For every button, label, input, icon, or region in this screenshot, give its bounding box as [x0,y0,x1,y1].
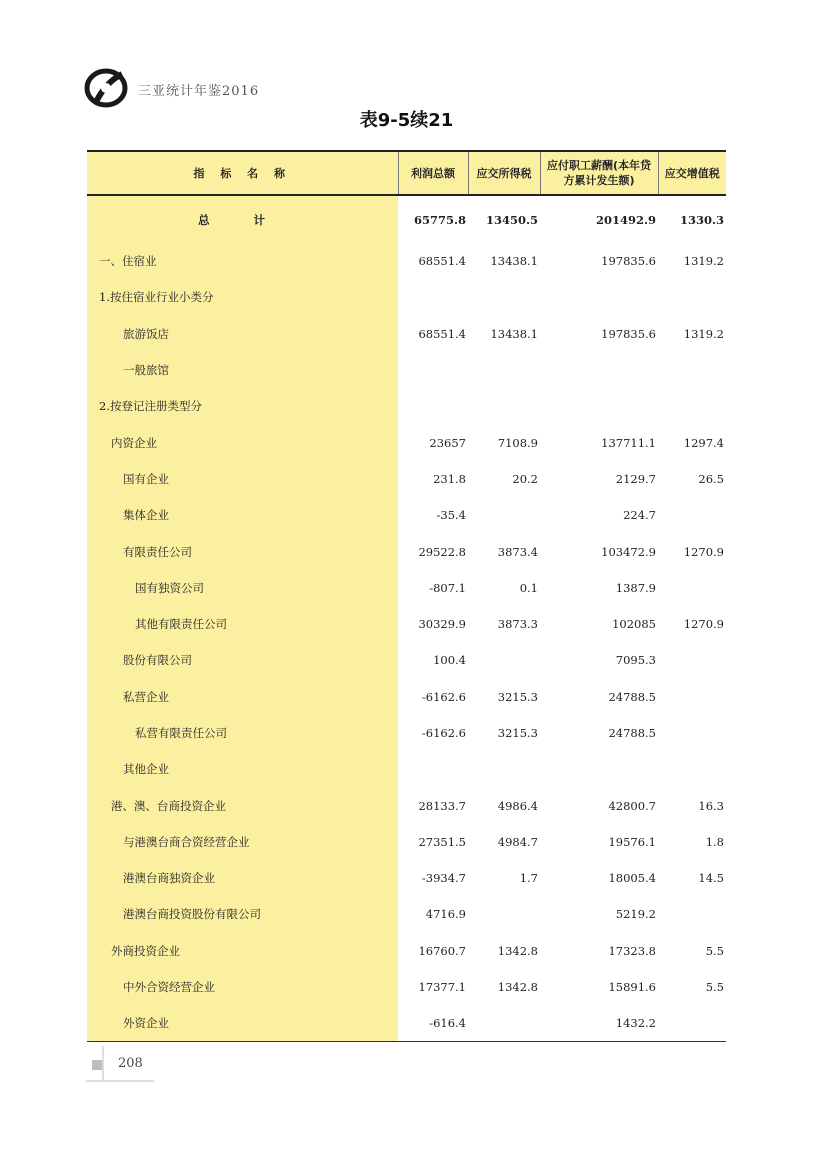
profit-cell: -807.1 [429,580,466,595]
payroll-cell: 17323.8 [608,943,656,958]
income-tax-cell [468,896,540,932]
income-tax-cell: 3215.3 [497,689,538,704]
statistics-table [87,150,726,1042]
profit-cell: 231.8 [433,471,466,486]
table-row [87,860,726,896]
vat-cell [658,570,726,606]
income-tax-cell: 1342.8 [497,943,538,958]
vat-cell: 26.5 [698,471,724,486]
payroll-cell: 15891.6 [608,980,656,995]
table-row [87,896,726,932]
profit-cell: 17377.1 [418,980,466,995]
table-row [87,642,726,678]
table-row [87,824,726,860]
income-tax-cell [468,497,540,533]
indicator-name-cell: 一、住宿业 [87,243,398,279]
profit-cell: 27351.5 [418,834,466,849]
column-header-payroll: 应付职工薪酬(本年贷方累计发生额) [540,151,658,195]
vat-cell: 1270.9 [683,617,724,632]
indicator-name-cell: 港澳台商投资股份有限公司 [87,896,398,932]
column-header-profit: 利润总额 [398,151,468,195]
payroll-cell: 102085 [612,617,656,632]
profit-cell [398,279,468,315]
indicator-name-cell: 其他企业 [87,751,398,787]
vat-cell: 1330.3 [679,212,724,227]
vat-cell: 5.5 [705,980,724,995]
table-row [87,424,726,460]
vat-cell [658,352,726,388]
vat-cell [658,642,726,678]
indicator-name-cell: 旅游饭店 [87,316,398,352]
indicator-name-cell: 2.按登记注册类型分 [87,388,398,424]
income-tax-cell: 1.7 [519,871,538,886]
vat-cell [658,896,726,932]
payroll-cell: 137711.1 [601,435,656,450]
payroll-cell: 224.7 [623,508,656,523]
vat-cell: 1297.4 [683,435,724,450]
indicator-name-cell: 一般旅馆 [87,352,398,388]
profit-cell: 28133.7 [418,798,466,813]
profit-cell: -6162.6 [421,726,466,740]
indicator-name-cell: 私营有限责任公司 [87,715,398,751]
table-row [87,533,726,569]
income-tax-cell: 3215.3 [497,726,538,740]
profit-cell [398,352,468,388]
profit-cell: 100.4 [433,653,466,668]
indicator-name-cell: 外商投资企业 [87,933,398,969]
payroll-cell: 42800.7 [608,798,656,813]
table-row [87,461,726,497]
income-tax-cell: 0.1 [519,580,538,595]
payroll-cell: 7095.3 [615,653,656,668]
payroll-cell: 197835.6 [601,326,656,341]
profit-cell [398,751,468,787]
payroll-cell: 5219.2 [615,907,656,922]
column-header-vat: 应交增值税 [658,151,726,195]
vat-cell [658,751,726,787]
income-tax-cell: 4984.7 [497,834,538,849]
vat-cell: 1319.2 [683,326,724,341]
income-tax-cell: 3873.3 [497,617,538,632]
indicator-name-cell: 中外合资经营企业 [87,969,398,1005]
profit-cell: -6162.6 [421,689,466,704]
profit-cell [398,388,468,424]
income-tax-cell: 13438.1 [490,254,538,269]
profit-cell: -35.4 [436,508,466,523]
income-tax-cell: 1342.8 [497,980,538,995]
profit-cell: 16760.7 [418,943,466,958]
vat-cell: 1.8 [705,834,724,849]
profit-cell: 68551.4 [418,254,466,269]
profit-cell: 4716.9 [425,907,466,922]
payroll-cell: 24788.5 [608,726,656,740]
vat-cell [658,679,726,715]
table-row [87,715,726,751]
table-row [87,787,726,823]
profit-cell: -616.4 [398,1005,468,1041]
indicator-name-cell: 外资企业 [87,1005,398,1041]
table-row [87,195,726,243]
table-row [87,606,726,642]
table-body [87,195,726,1042]
income-tax-cell [468,352,540,388]
indicator-name-cell: 内资企业 [87,424,398,460]
income-tax-cell: 13450.5 [485,212,538,227]
profit-cell: 65775.8 [413,212,466,227]
table-row [87,243,726,279]
indicator-name-cell: 私营企业 [87,679,398,715]
vat-cell [658,497,726,533]
payroll-cell: 1432.2 [540,1005,658,1041]
page-number: 208 [118,1056,143,1071]
table-row [87,1005,726,1041]
payroll-cell [540,388,658,424]
payroll-cell: 1387.9 [615,580,656,595]
vat-cell [658,279,726,315]
indicator-name-cell: 集体企业 [87,497,398,533]
table-row [87,316,726,352]
income-tax-cell [468,279,540,315]
vat-cell [658,715,726,751]
profit-cell: 23657 [429,435,466,450]
table-row [87,352,726,388]
payroll-cell [540,352,658,388]
table-row [87,497,726,533]
indicator-name-cell: 港澳台商独资企业 [87,860,398,896]
table-row [87,570,726,606]
indicator-name-cell: 国有独资公司 [87,570,398,606]
yearbook-title: 三亚统计年鉴2016 [138,84,260,99]
indicator-name-cell: 总 计 [87,195,398,243]
footer-rule [86,1080,154,1082]
indicator-name-cell: 有限责任公司 [87,533,398,569]
table-row [87,388,726,424]
profit-cell: 29522.8 [418,544,466,559]
indicator-name-cell: 1.按住宿业行业小类分 [87,279,398,315]
income-tax-cell: 20.2 [512,471,538,486]
payroll-cell: 2129.7 [615,471,656,486]
profit-cell: 68551.4 [418,326,466,341]
vat-cell: 1270.9 [683,544,724,559]
profit-cell: -3934.7 [421,871,466,886]
vat-cell: 5.5 [705,943,724,958]
income-tax-cell: 4986.4 [497,798,538,813]
vat-cell: 14.5 [698,871,724,886]
income-tax-cell: 3873.4 [497,544,538,559]
income-tax-cell: 13438.1 [490,326,538,341]
payroll-cell: 19576.1 [608,834,656,849]
indicator-name-cell: 其他有限责任公司 [87,606,398,642]
vat-cell: 1319.2 [683,254,724,269]
income-tax-cell [468,388,540,424]
vat-cell [658,1005,726,1041]
table-row [87,679,726,715]
indicator-name-cell: 国有企业 [87,461,398,497]
income-tax-cell [468,751,540,787]
table-row [87,933,726,969]
column-header-income-tax: 应交所得税 [468,151,540,195]
payroll-cell [540,279,658,315]
table-header-row [87,151,726,195]
table-row [87,751,726,787]
payroll-cell: 18005.4 [608,871,656,886]
payroll-cell: 201492.9 [595,212,656,227]
table-title: 表9-5续21 [359,110,454,131]
yearbook-logo-icon [84,66,128,110]
statistics-table-container [87,150,726,1042]
table-row [87,279,726,315]
page-footer [86,1046,156,1082]
footer-square-icon [92,1060,102,1070]
payroll-cell: 103472.9 [601,544,656,559]
vat-cell: 16.3 [698,798,724,813]
indicator-name-cell: 与港澳台商合资经营企业 [87,824,398,860]
vat-cell [658,388,726,424]
profit-cell: 30329.9 [418,617,466,632]
indicator-name-cell: 港、澳、台商投资企业 [87,787,398,823]
indicator-name-cell: 股份有限公司 [87,642,398,678]
column-header-indicator: 指 标 名 称 [87,151,398,195]
table-row [87,969,726,1005]
income-tax-cell [468,1005,540,1041]
payroll-cell: 24788.5 [608,689,656,704]
footer-divider [102,1046,104,1082]
payroll-cell: 197835.6 [601,254,656,269]
income-tax-cell [468,642,540,678]
payroll-cell [540,751,658,787]
income-tax-cell: 7108.9 [497,435,538,450]
